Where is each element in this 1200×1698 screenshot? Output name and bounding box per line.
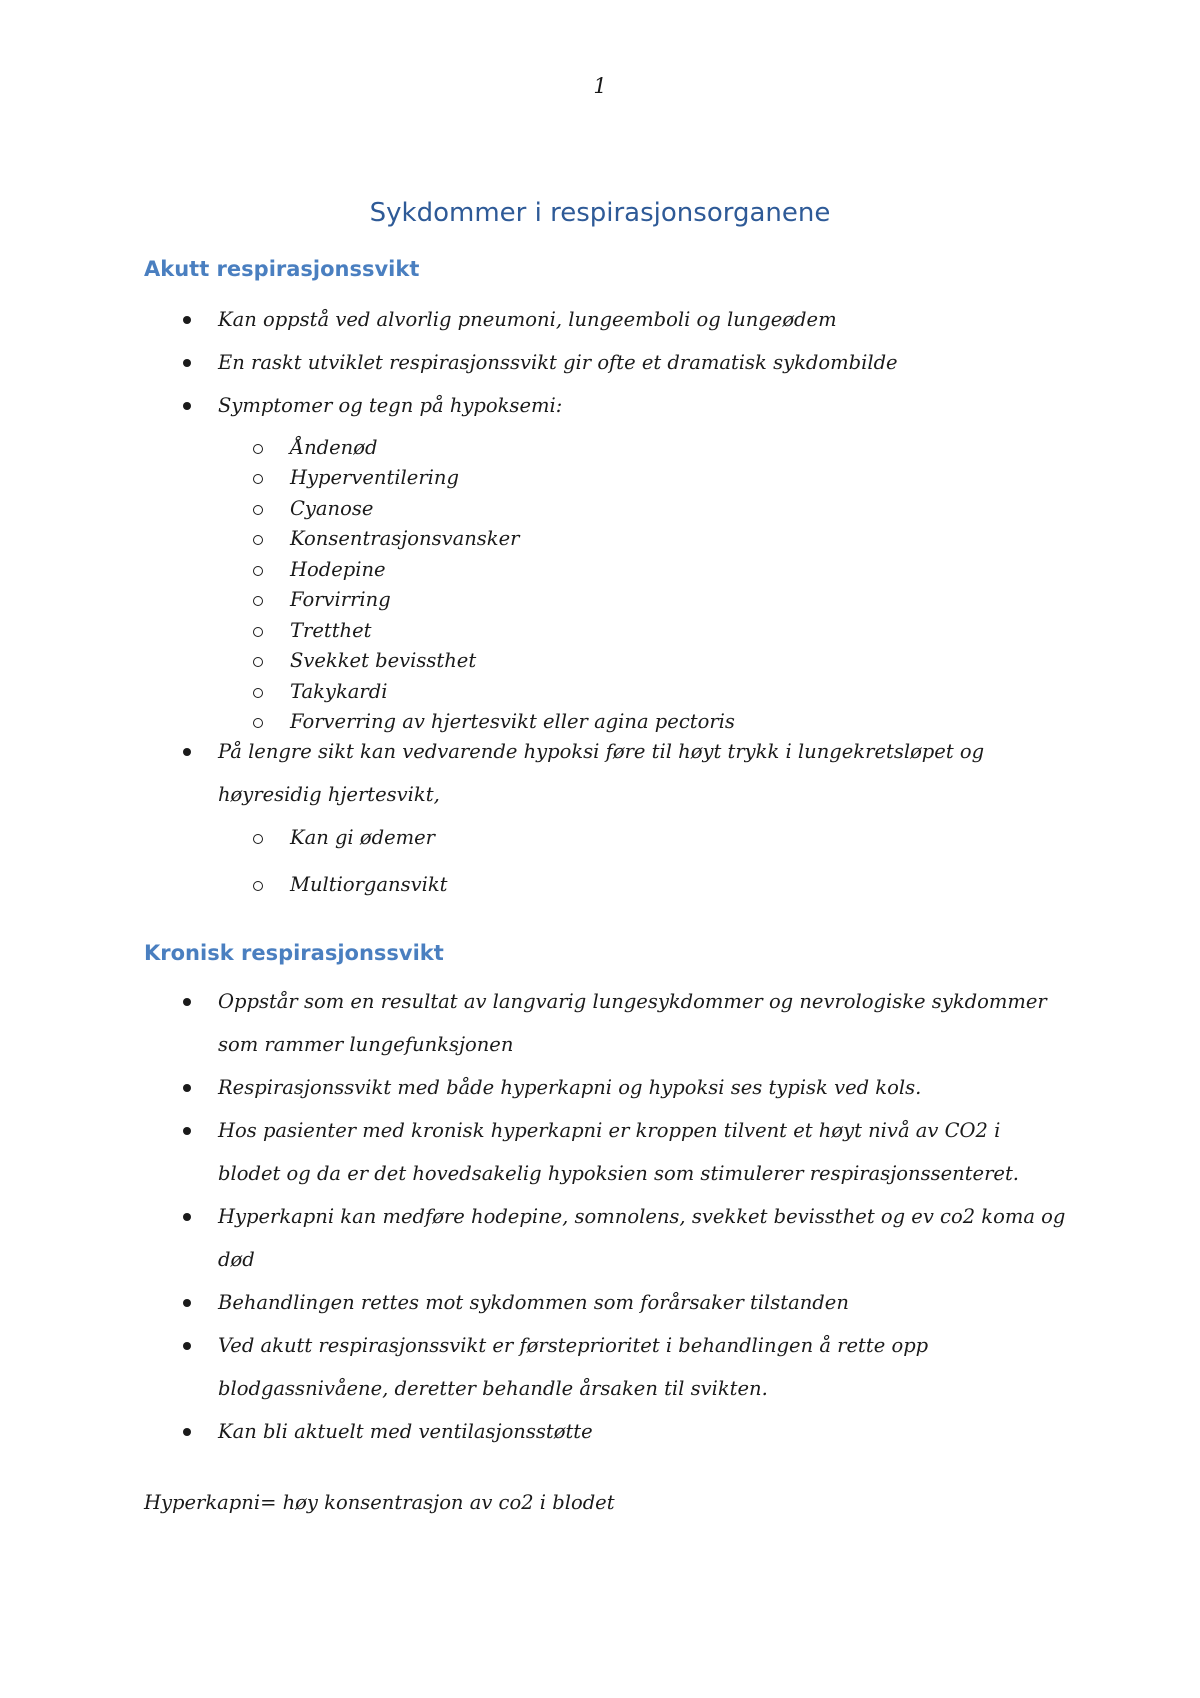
sub-bullet-marker <box>253 535 263 545</box>
sub-bullet-marker <box>253 718 263 728</box>
sub-bullet-marker <box>253 657 263 667</box>
consequence-item: Kan gi ødemer <box>290 826 435 849</box>
symptom-item: Takykardi <box>290 680 388 703</box>
bullet-marker <box>183 1084 191 1092</box>
bullet-item-continuation: død <box>218 1248 255 1271</box>
section-heading-chronic: Kronisk respirasjonssvikt <box>144 941 444 965</box>
sub-bullet-marker <box>253 596 263 606</box>
bullet-item-continuation: blodet og da er det hovedsakelig hypoksien som stimulerer respirasjonssenteret. <box>218 1162 1019 1185</box>
symptom-item: Åndenød <box>290 436 378 459</box>
bullet-marker <box>183 316 191 324</box>
bullet-marker <box>183 402 191 410</box>
symptom-item: Svekket bevissthet <box>290 649 477 672</box>
sub-bullet-marker <box>253 566 263 576</box>
bullet-item: Hyperkapni kan medføre hodepine, somnolens, svekket bevissthet og ev co2 koma og <box>218 1205 1066 1228</box>
bullet-marker <box>183 1428 191 1436</box>
bullet-marker <box>183 1213 191 1221</box>
symptom-item: Hyperventilering <box>290 466 459 489</box>
sub-bullet-marker <box>253 627 263 637</box>
bullet-item: Oppstår som en resultat av langvarig lungesykdommer og nevrologiske sykdommer <box>218 990 1047 1013</box>
symptom-item: Forverring av hjertesvikt eller agina pectoris <box>290 710 735 733</box>
bullet-item: Ved akutt respirasjonssvikt er førsteprioritet i behandlingen å rette opp <box>218 1334 929 1357</box>
sub-bullet-marker <box>253 444 263 454</box>
bullet-item-continuation: som rammer lungefunksjonen <box>218 1033 514 1056</box>
bullet-marker <box>183 748 191 756</box>
section-heading-acute: Akutt respirasjonssvikt <box>144 257 420 281</box>
definition-footnote: Hyperkapni= høy konsentrasjon av co2 i blodet <box>144 1491 615 1514</box>
sub-bullet-marker <box>253 474 263 484</box>
sub-bullet-marker <box>253 834 263 844</box>
consequence-item: Multiorgansvikt <box>290 873 448 896</box>
sub-bullet-marker <box>253 881 263 891</box>
symptom-item: Konsentrasjonsvansker <box>290 527 520 550</box>
bullet-marker <box>183 998 191 1006</box>
bullet-item: En raskt utviklet respirasjonssvikt gir ofte et dramatisk sykdombilde <box>218 351 898 374</box>
bullet-marker <box>183 1299 191 1307</box>
symptom-item: Tretthet <box>290 619 372 642</box>
sub-bullet-marker <box>253 505 263 515</box>
symptom-item: Forvirring <box>290 588 391 611</box>
bullet-item: Hos pasienter med kronisk hyperkapni er kroppen tilvent et høyt nivå av CO2 i <box>218 1119 1001 1142</box>
bullet-item-continuation: blodgassnivåene, deretter behandle årsaken til svikten. <box>218 1377 768 1400</box>
symptom-item: Cyanose <box>290 497 374 520</box>
bullet-item: Symptomer og tegn på hypoksemi: <box>218 394 563 417</box>
bullet-item: På lengre sikt kan vedvarende hypoksi føre til høyt trykk i lungekretsløpet og <box>218 740 985 763</box>
sub-bullet-marker <box>253 688 263 698</box>
bullet-marker <box>183 1342 191 1350</box>
bullet-marker <box>183 1127 191 1135</box>
page-number: 1 <box>593 74 607 98</box>
bullet-marker <box>183 359 191 367</box>
bullet-item-continuation: høyresidig hjertesvikt, <box>218 783 440 806</box>
bullet-item: Behandlingen rettes mot sykdommen som forårsaker tilstanden <box>218 1291 849 1314</box>
symptom-item: Hodepine <box>290 558 386 581</box>
document-title: Sykdommer i respirasjonsorganene <box>369 198 831 228</box>
bullet-item: Respirasjonssvikt med både hyperkapni og hypoksi ses typisk ved kols. <box>218 1076 922 1099</box>
bullet-item: Kan bli aktuelt med ventilasjonsstøtte <box>218 1420 593 1443</box>
bullet-item: Kan oppstå ved alvorlig pneumoni, lungeemboli og lungeødem <box>218 308 837 331</box>
